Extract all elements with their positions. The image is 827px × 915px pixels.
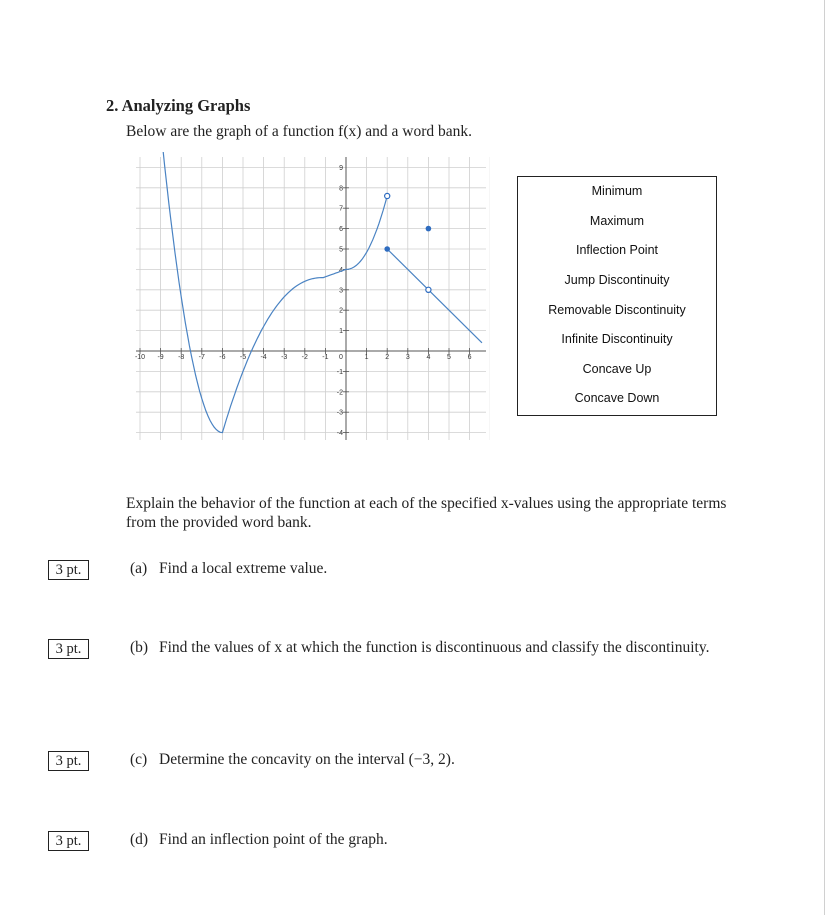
open-point: [426, 287, 431, 292]
x-tick-label: 0: [339, 354, 343, 361]
function-graph: [130, 152, 490, 444]
word-bank-item: Infinite Discontinuity: [561, 332, 673, 346]
x-tick-label: -2: [301, 354, 308, 361]
word-bank-item: Maximum: [589, 214, 645, 228]
open-point: [385, 193, 390, 198]
y-tick-label: 9: [339, 164, 343, 172]
y-tick-label: -4: [336, 430, 343, 438]
page-edge: [824, 0, 825, 915]
curve-left-piece: [159, 152, 388, 433]
problem-title: 2. Analyzing Graphs: [106, 96, 251, 115]
y-tick-label: 8: [339, 185, 343, 193]
x-tick-label: -9: [157, 354, 164, 361]
x-tick-label: 2: [385, 354, 390, 361]
y-tick-label: -1: [336, 368, 343, 376]
graph-curve: [159, 152, 482, 433]
x-tick-label: -10: [134, 354, 146, 361]
word-bank-item: Concave Up: [582, 362, 652, 376]
x-tick-label: 3: [405, 354, 410, 361]
graph-tick-labels: [135, 165, 472, 437]
curve-right-piece: [387, 249, 482, 343]
x-tick-label: 6: [467, 354, 472, 361]
y-tick-label: 5: [339, 246, 343, 254]
question-text: Find a local extreme value.: [159, 560, 328, 577]
question-d: [130, 830, 750, 850]
y-tick-label: 4: [339, 266, 343, 274]
word-bank-item: Jump Discontinuity: [564, 273, 670, 287]
word-bank-item: Removable Discontinuity: [548, 303, 686, 317]
points-box: 3 pt.: [48, 639, 89, 659]
question-label: (d): [130, 831, 149, 848]
word-bank-item: Minimum: [591, 184, 643, 198]
y-tick-label: 7: [339, 205, 343, 213]
question-label: (a): [130, 560, 148, 577]
x-tick-label: -7: [198, 354, 205, 361]
problem-intro: Below are the graph of a function f(x) and a word bank.: [126, 123, 473, 140]
word-bank: [517, 176, 717, 416]
graph-axes: [136, 157, 486, 440]
x-tick-label: -5: [239, 354, 247, 361]
question-label: (b): [130, 639, 149, 656]
x-tick-label: -4: [260, 354, 267, 361]
question-text: Find the values of x at which the function is discontinuous and classify the discontinuity.: [159, 639, 710, 656]
word-bank-item: Inflection Point: [576, 243, 658, 257]
instructions-text: Explain the behavior of the function at each of the specified x-values using the appropriate terms from the provided word bank.: [126, 495, 727, 531]
y-tick-label: -2: [336, 389, 343, 397]
x-tick-label: -3: [281, 354, 288, 361]
closed-point: [384, 246, 390, 252]
y-tick-label: 3: [339, 287, 343, 295]
x-tick-label: -6: [219, 354, 226, 361]
question-text: Find an inflection point of the graph.: [159, 831, 388, 848]
points-box: 3 pt.: [48, 831, 89, 851]
x-tick-label: 1: [364, 354, 369, 361]
y-tick-label: -3: [336, 409, 343, 417]
x-tick-label: 5: [447, 354, 451, 361]
word-bank-item: Concave Down: [574, 391, 660, 405]
x-tick-label: -8: [178, 354, 185, 361]
question-text: Determine the concavity on the interval (−3, 2).: [159, 751, 455, 768]
question-a: [130, 559, 750, 579]
question-b: [130, 638, 750, 658]
y-tick-label: 2: [339, 307, 343, 315]
closed-point: [426, 226, 432, 232]
y-tick-label: 6: [339, 226, 343, 234]
question-c: [130, 750, 750, 770]
x-tick-label: -1: [322, 354, 329, 361]
x-tick-label: 4: [426, 354, 431, 361]
y-tick-label: 1: [339, 328, 343, 336]
points-box: 3 pt.: [48, 751, 89, 771]
question-label: (c): [130, 751, 148, 768]
points-box: 3 pt.: [48, 560, 89, 580]
